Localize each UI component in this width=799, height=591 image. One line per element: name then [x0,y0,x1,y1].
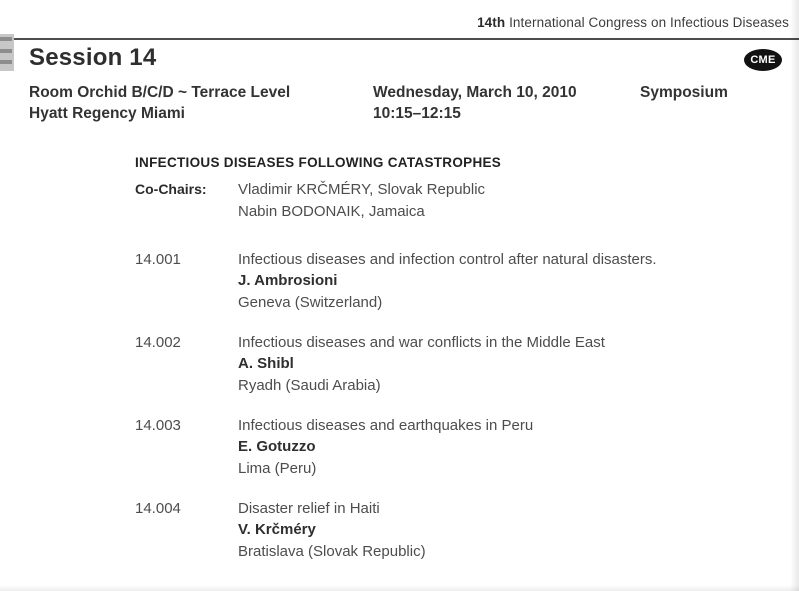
entry-code: 14.003 [135,417,181,434]
co-chairs-names [238,179,755,222]
entry-code: 14.004 [135,500,181,517]
session-datetime [373,82,623,124]
session-room-line2: Hyatt Regency Miami [29,105,185,122]
co-chairs-label: Co-Chairs: [135,181,207,197]
program-section-title: INFECTIOUS DISEASES FOLLOWING CATASTROPHES [135,155,502,170]
session-title: Session 14 [29,44,157,71]
binding-index-mark [0,34,14,71]
cme-badge: CME [744,49,782,71]
co-chair-name: Nabin BODONAIK, Jamaica [238,202,425,220]
entry-speaker: E. Gotuzzo [238,438,316,455]
binding-index-bar [0,37,12,41]
entry-location: Lima (Peru) [238,459,317,477]
entry-location: Ryadh (Saudi Arabia) [238,376,381,394]
entry-details [238,249,755,313]
congress-header-prefix: 14th [477,15,506,30]
program-entry [135,498,755,562]
session-room [29,82,359,124]
entry-location: Bratislava (Slovak Republic) [238,542,426,560]
congress-header-title: International Congress on Infectious Diseases [505,15,789,30]
entry-code: 14.002 [135,334,181,351]
entry-code: 14.001 [135,251,181,268]
entry-title: Infectious diseases and war conflicts in the Middle East [238,334,605,351]
session-room-line1: Room Orchid B/C/D ~ Terrace Level [29,84,291,101]
entry-details [238,498,755,562]
entry-speaker: J. Ambrosioni [238,272,338,289]
program-entries [135,249,755,562]
entry-title: Disaster relief in Haiti [238,500,380,517]
session-date: Wednesday, March 10, 2010 [373,84,577,101]
entry-location: Geneva (Switzerland) [238,293,383,311]
program-entry [135,249,755,313]
binding-index-bar [0,60,12,64]
entry-speaker: V. Krčméry [238,521,316,538]
session-type: Symposium [640,84,728,101]
entry-title: Infectious diseases and infection control after natural disasters. [238,251,657,268]
entry-details [238,332,755,396]
program-content [135,155,755,581]
co-chairs-row [135,179,755,222]
congress-header [477,15,789,30]
session-time: 10:15–12:15 [373,105,461,122]
entry-details [238,415,755,479]
binding-index-bar [0,49,12,53]
program-entry [135,332,755,396]
entry-speaker: A. Shibl [238,355,294,372]
header-rule [0,38,799,40]
program-entry [135,415,755,479]
entry-title: Infectious diseases and earthquakes in Peru [238,417,534,434]
co-chair-name: Vladimir KRČMÉRY, Slovak Republic [238,181,486,198]
